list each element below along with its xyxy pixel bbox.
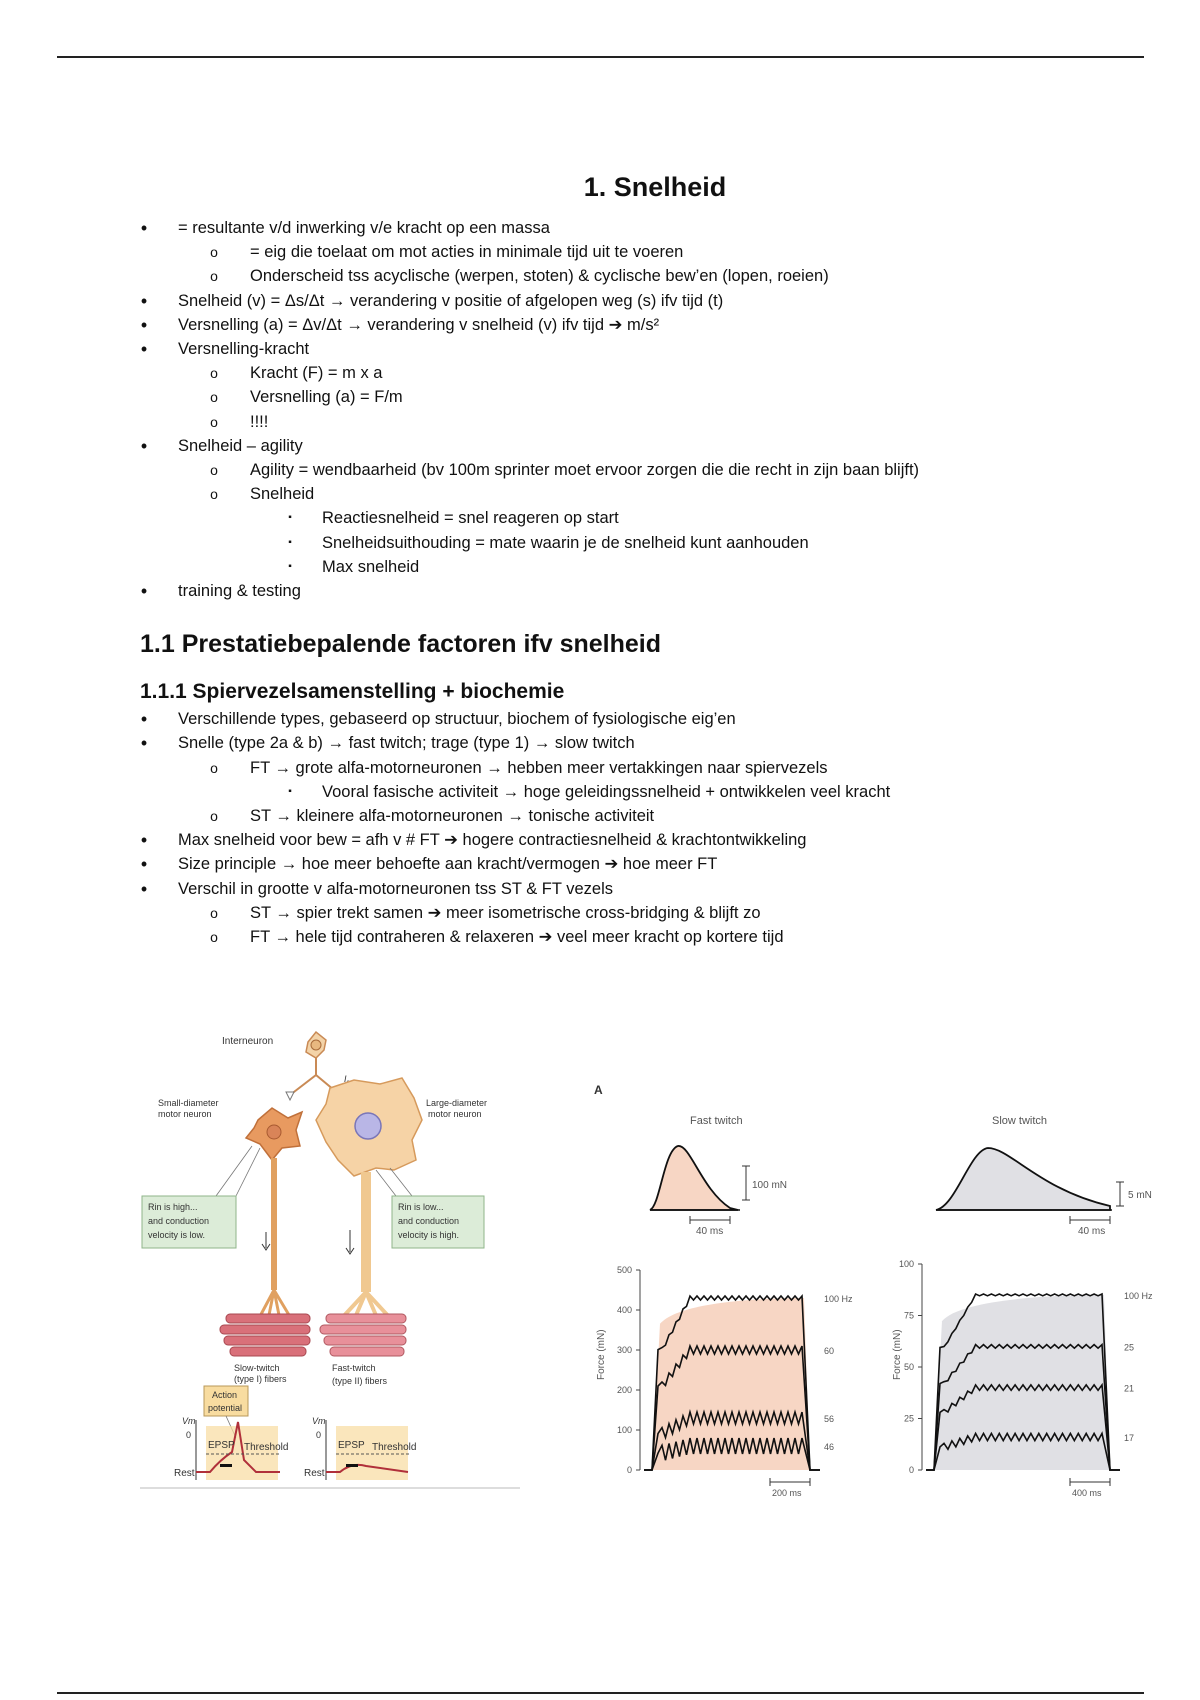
bullet-marker: o <box>210 413 218 430</box>
svg-text:Rin is high...: Rin is high... <box>148 1202 198 1212</box>
svg-text:Action: Action <box>212 1390 238 1400</box>
series-label: 100 Hz <box>1124 1290 1153 1301</box>
intro-item-text: Kracht (F) = m x a <box>250 364 383 383</box>
bullet-marker: • <box>140 830 148 851</box>
intro-item-text: Snelheidsuithouding = mate waarin je de snelheid kunt aanhouden <box>322 533 809 552</box>
bullet-marker: o <box>210 389 218 406</box>
intro-item <box>140 240 1150 264</box>
section-list <box>140 707 1150 949</box>
svg-text:Rin is low...: Rin is low... <box>398 1202 444 1212</box>
section-item <box>140 780 1150 804</box>
fast-fibers-label-1: Fast-twitch <box>332 1363 376 1373</box>
intro-item <box>140 482 1150 506</box>
intro-item-text: Versnelling (a) = F/m <box>250 388 403 407</box>
fast-twitch-title: Fast twitch <box>690 1115 743 1127</box>
bullet-marker: • <box>140 314 148 335</box>
svg-text:potential: potential <box>208 1403 243 1413</box>
y-tick-label: 0 <box>908 1465 914 1475</box>
y-tick-label: 100 <box>898 1259 914 1269</box>
section-item-text: FT → grote alfa-motorneuronen → hebben meer vertakkingen naar spiervezels <box>250 758 828 777</box>
intro-item <box>140 555 1150 579</box>
intro-item-text: Agility = wendbaarheid (bv 100m sprinter moet ervoor zorgen die die recht in zijn baan blijft) <box>250 461 920 480</box>
section-item <box>140 877 1150 901</box>
bullet-marker: • <box>140 878 148 899</box>
bullet-marker: ▪ <box>288 560 292 572</box>
svg-text:40 ms: 40 ms <box>696 1226 724 1237</box>
series-label: 56 <box>824 1414 835 1424</box>
neuron-figure <box>140 1020 520 1490</box>
figures-row <box>140 1020 1200 1498</box>
bullet-marker: • <box>140 733 148 754</box>
series-label: 60 <box>824 1346 835 1356</box>
section-heading: 1.1 Prestatiebepalende factoren ifv snelheid <box>140 630 662 659</box>
section-item <box>140 804 1150 828</box>
section-item-text: FT → hele tijd contraheren & relaxeren ➔ veel meer kracht op kortere tijd <box>250 928 784 947</box>
y-tick-label: 75 <box>903 1310 914 1321</box>
intro-item-text: Snelheid – agility <box>178 436 303 455</box>
svg-text:EPSP: EPSP <box>338 1440 365 1451</box>
intro-item <box>140 264 1150 288</box>
intro-item <box>140 531 1150 555</box>
section-item <box>140 828 1150 852</box>
intro-item-text: training & testing <box>178 582 301 601</box>
bullet-marker: • <box>140 709 148 730</box>
svg-text:40 ms: 40 ms <box>1078 1226 1106 1237</box>
svg-text:Threshold: Threshold <box>372 1442 417 1453</box>
bullet-marker: • <box>140 581 148 602</box>
slow-ylabel: Force (mN) <box>892 1329 903 1380</box>
intro-item-text: Versnelling (a) = Δv/Δt → verandering v snelheid (v) ifv tijd ➔ m/s² <box>178 315 660 334</box>
y-tick-label: 0 <box>626 1465 632 1475</box>
intro-item-text: Reactiesnelheid = snel reageren op start <box>322 509 619 528</box>
y-tick-label: 50 <box>903 1362 914 1372</box>
svg-text:velocity is low.: velocity is low. <box>148 1230 206 1240</box>
interneuron-label: Interneuron <box>222 1036 274 1047</box>
intro-item <box>140 289 1150 313</box>
y-tick-label: 400 <box>616 1305 632 1315</box>
bullet-marker: • <box>140 339 148 360</box>
y-tick-label: 100 <box>616 1425 632 1435</box>
section-item <box>140 852 1150 876</box>
y-tick-label: 300 <box>616 1345 632 1355</box>
bullet-marker: o <box>210 365 218 382</box>
intro-item <box>140 410 1150 434</box>
intro-item <box>140 458 1150 482</box>
panel-letter: A <box>594 1083 603 1097</box>
slow-single-twitch <box>936 1148 1110 1210</box>
bullet-marker: o <box>210 462 218 479</box>
bullet-marker: ▪ <box>288 536 292 548</box>
svg-text:Vm: Vm <box>312 1416 326 1426</box>
intro-item <box>140 337 1150 361</box>
bullet-marker: • <box>140 218 148 238</box>
svg-text:Rest: Rest <box>304 1468 325 1479</box>
section-item-text: Max snelheid voor bew = afh v # FT ➔ hogere contractiesnelheid & krachtontwikkeling <box>178 831 807 850</box>
intro-item <box>140 385 1150 409</box>
large-neuron-label-1: Large-diameter <box>426 1098 488 1108</box>
intro-item-text: Max snelheid <box>322 557 420 576</box>
series-label: 17 <box>1124 1433 1135 1444</box>
intro-item-text: Onderscheid tss acyclische (werpen, stoten) & cyclische bew’en (lopen, roeien) <box>250 267 829 286</box>
fast-ylabel: Force (mN) <box>596 1329 607 1380</box>
section-item-text: Size principle → hoe meer behoefte aan kracht/vermogen ➔ hoe meer FT <box>178 855 718 874</box>
intro-item <box>140 216 1150 240</box>
fast-fibers-label-2: (type II) fibers <box>332 1376 388 1386</box>
fast-single-twitch <box>650 1146 738 1210</box>
isyn-large-label: I <box>344 1074 347 1084</box>
section-item-text: ST → spier trekt samen ➔ meer isometrische cross-bridging & blijft zo <box>250 903 761 922</box>
series-label: 21 <box>1124 1383 1135 1394</box>
svg-text:velocity is high.: velocity is high. <box>398 1230 460 1240</box>
page-content <box>140 170 1150 949</box>
intro-item-text: = eig die toelaat om mot acties in minimale tijd uit te voeren <box>250 243 684 262</box>
intro-item <box>140 313 1150 337</box>
section-item <box>140 756 1150 780</box>
bullet-marker: • <box>140 290 148 311</box>
svg-text:and conduction: and conduction <box>398 1216 460 1226</box>
slow-tetanic-chart <box>899 1259 1153 1498</box>
series-label: 46 <box>824 1442 835 1452</box>
svg-text:0: 0 <box>186 1430 192 1440</box>
intro-item <box>140 579 1150 603</box>
bullet-marker: o <box>210 929 218 946</box>
section-item <box>140 707 1150 731</box>
footer-rule <box>57 1692 1144 1694</box>
time-scale-label: 200 ms <box>772 1488 802 1498</box>
fast-tetanic-chart <box>617 1265 853 1498</box>
svg-text:Threshold: Threshold <box>244 1442 289 1453</box>
subsection-heading: 1.1.1 Spiervezelsamenstelling + biochemie <box>140 680 565 704</box>
page-title: 1. Snelheid <box>583 172 727 202</box>
section-item-text: Vooral fasische activiteit → hoge geleidingssnelheid + ontwikkelen veel kracht <box>322 782 891 801</box>
svg-text:0: 0 <box>316 1430 322 1440</box>
svg-text:Rest: Rest <box>174 1468 195 1479</box>
svg-text:EPSP: EPSP <box>208 1440 235 1451</box>
section-item-text: Verschil in grootte v alfa-motorneuronen tss ST & FT vezels <box>178 879 614 898</box>
svg-text:and conduction: and conduction <box>148 1216 210 1226</box>
bullet-marker: o <box>210 904 218 921</box>
header-rule <box>57 56 1144 58</box>
intro-item-text: = resultante v/d inwerking v/e kracht op een massa <box>178 219 550 237</box>
intro-item-text: Snelheid <box>250 485 315 504</box>
svg-text:5 mN: 5 mN <box>1128 1190 1152 1201</box>
bullet-marker: ▪ <box>288 785 292 797</box>
time-scale-label: 400 ms <box>1072 1488 1102 1498</box>
intro-item <box>140 434 1150 458</box>
bullet-marker: o <box>210 486 218 503</box>
bullet-marker: o <box>210 268 218 285</box>
slow-fibers-label-1: Slow-twitch <box>234 1363 280 1373</box>
small-neuron-label-1: Small-diameter <box>158 1098 219 1108</box>
slow-fibers-label-2: (type I) fibers <box>234 1374 287 1384</box>
bullet-marker: o <box>210 244 218 261</box>
intro-item-text: Versnelling-kracht <box>178 340 310 359</box>
section-item-text: Snelle (type 2a & b) → fast twitch; trage (type 1) → slow twitch <box>178 734 635 753</box>
bullet-marker: o <box>210 808 218 825</box>
section-item <box>140 925 1150 949</box>
intro-item <box>140 361 1150 385</box>
bullet-marker: ▪ <box>288 512 292 524</box>
twitch-figure <box>590 1080 1190 1498</box>
intro-item <box>140 506 1150 530</box>
intro-item-text: Snelheid (v) = Δs/Δt → verandering v positie of afgelopen weg (s) ifv tijd (t) <box>178 291 724 310</box>
small-neuron-label-2: motor neuron <box>158 1109 212 1119</box>
series-label: 25 <box>1124 1342 1135 1353</box>
svg-text:Vm: Vm <box>182 1416 196 1426</box>
slow-twitch-title: Slow twitch <box>992 1115 1048 1127</box>
section-item-text: Verschillende types, gebaseerd op structuur, biochem of fysiologische eig’en <box>178 710 736 729</box>
intro-item-text: !!!! <box>250 412 269 431</box>
bullet-marker: • <box>140 854 148 875</box>
bullet-marker: o <box>210 759 218 776</box>
y-tick-label: 500 <box>616 1265 632 1275</box>
svg-text:100 mN: 100 mN <box>752 1180 788 1191</box>
y-tick-label: 200 <box>616 1385 632 1395</box>
large-neuron-label-2: motor neuron <box>428 1109 482 1119</box>
intro-list <box>140 216 1150 603</box>
y-tick-label: 25 <box>903 1413 914 1424</box>
section-item <box>140 731 1150 755</box>
bullet-marker: • <box>140 435 148 456</box>
section-item-text: ST → kleinere alfa-motorneuronen → tonische activiteit <box>250 807 655 826</box>
section-item <box>140 901 1150 925</box>
series-label: 100 Hz <box>824 1294 853 1304</box>
